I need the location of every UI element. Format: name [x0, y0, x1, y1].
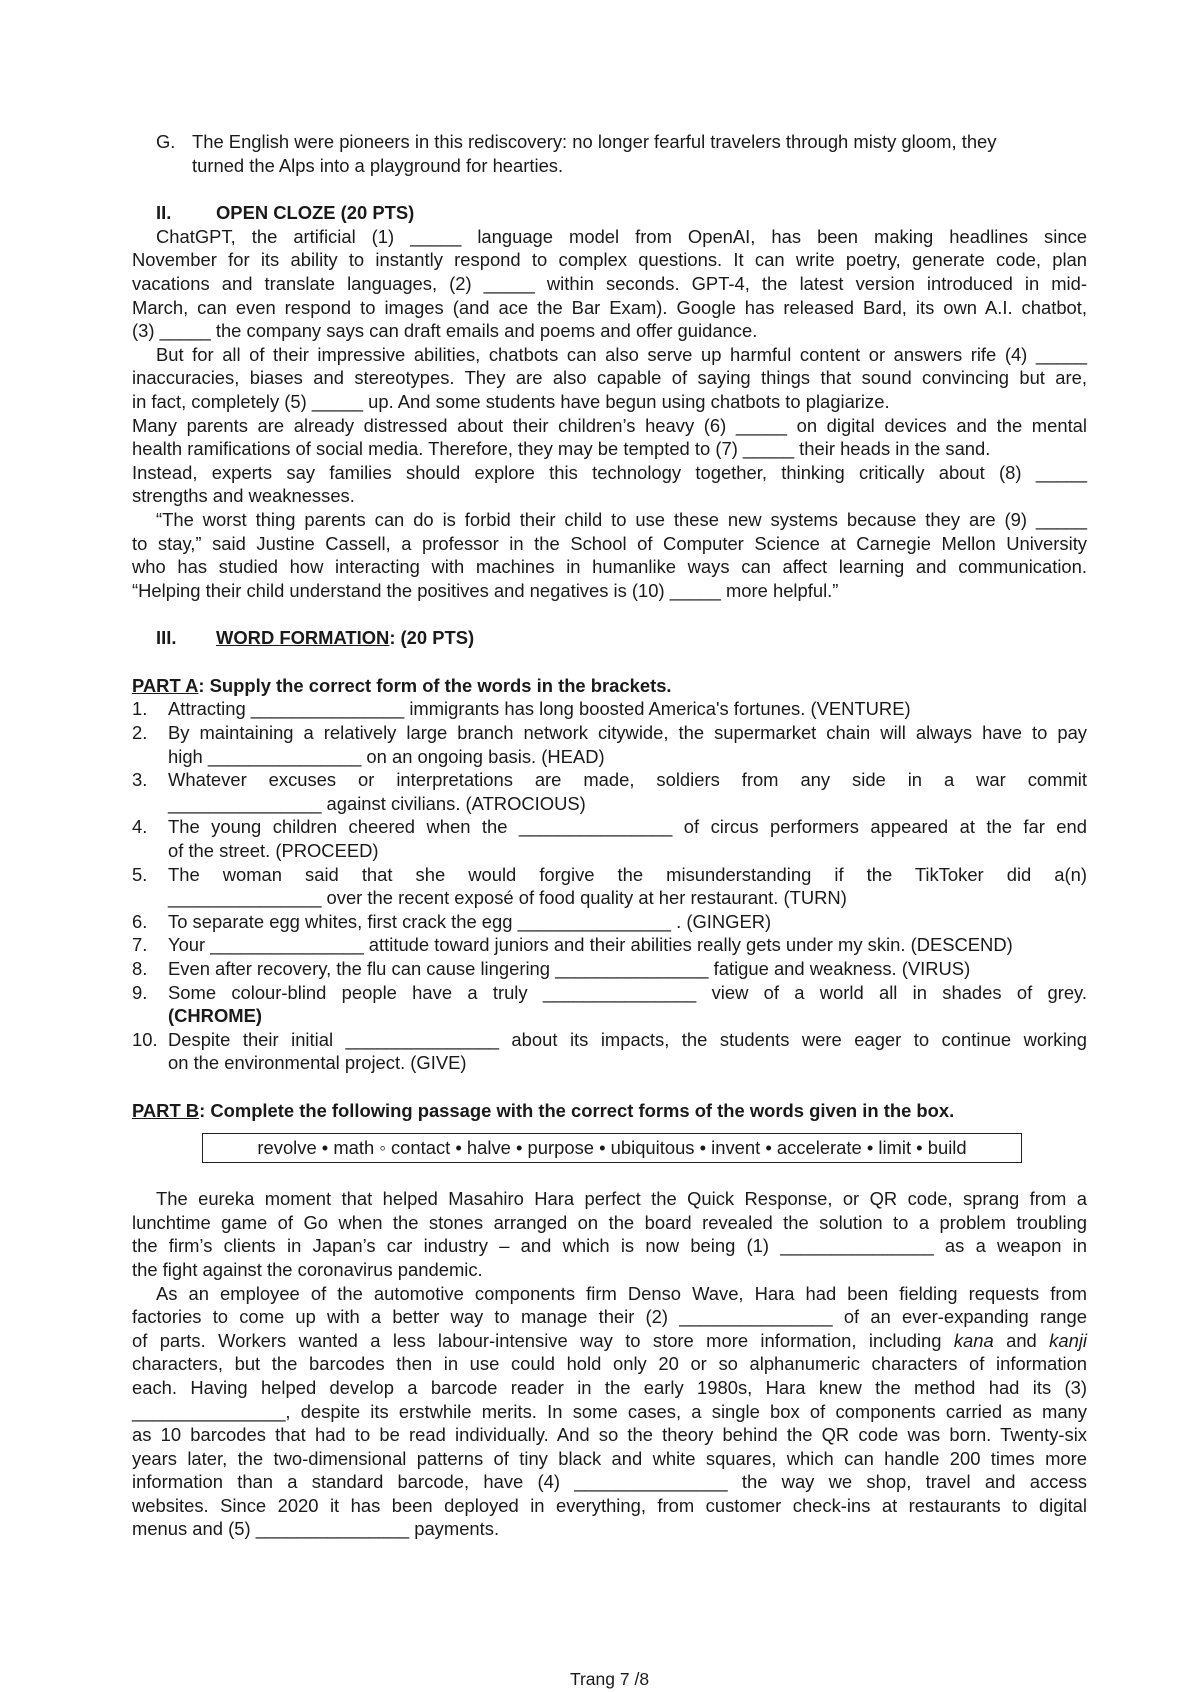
- passage-line: The eureka moment that helped Masahiro Hara perfect the Quick Response, or QR code, sprang from a: [156, 1188, 1087, 1210]
- passage-line: ChatGPT, the artificial (1) _____ language model from OpenAI, has been making headlines since: [156, 225, 1087, 247]
- passage-italic: kana: [953, 1329, 994, 1351]
- item-number: 6.: [132, 910, 148, 932]
- item-text: The young children cheered when the _______________ of circus performers appeared at the far end: [168, 816, 1087, 838]
- passage-line: “The worst thing parents can do is forbid their child to use these new systems because they are (9) _____: [156, 508, 1087, 530]
- page-number: Trang 7 /8: [569, 1669, 650, 1689]
- part-a-instruction: : Supply the correct form of the words in the brackets.: [198, 674, 672, 696]
- passage-line: _______________, despite its erstwhile merits. In some cases, a single box of components carried as many: [132, 1400, 1087, 1422]
- list-item: [132, 981, 1087, 1028]
- item-number: 10.: [132, 1028, 158, 1050]
- passage-line: inaccuracies, biases and stereotypes. They are also capable of saying things that sound convincing but are,: [132, 367, 1087, 389]
- passage-text: and: [993, 1329, 1050, 1351]
- list-item: [132, 815, 1087, 862]
- item-text: of the street. (PROCEED): [168, 840, 379, 862]
- item-text: _______________ over the recent exposé of food quality at her restaurant. (TURN): [168, 887, 847, 909]
- passage-line: information than a standard barcode, have (4) _______________ the way we shop, travel and access: [132, 1471, 1087, 1493]
- passage-line: in fact, completely (5) _____ up. And some students have begun using chatbots to plagiarize.: [132, 390, 890, 412]
- part-a-heading: [132, 674, 1087, 698]
- list-item: [132, 768, 1087, 815]
- list-item: [132, 721, 1087, 768]
- section-title: OPEN CLOZE (20 PTS): [216, 202, 415, 224]
- item-text: Despite their initial _______________ about its impacts, the students were eager to continue working: [168, 1028, 1087, 1050]
- passage-line: websites. Since 2020 it has been deployed in everything, from customer check-ins at restaurants to digital: [132, 1494, 1087, 1516]
- section-title-points: : (20 PTS): [389, 627, 475, 649]
- part-b-passage: [132, 1187, 1087, 1541]
- passage-line: the fight against the coronavirus pandemic.: [132, 1258, 483, 1280]
- passage-line: lunchtime game of Go when the stones arranged on the board revealed the solution to a problem troubling: [132, 1211, 1087, 1233]
- item-text: Attracting _______________ immigrants has long boosted America's fortunes. (VENTURE): [168, 698, 911, 720]
- item-text: To separate egg whites, first crack the egg _______________ . (GINGER): [168, 910, 772, 932]
- section-title: WORD FORMATION: [216, 627, 390, 649]
- part-a-label: PART A: [132, 674, 199, 696]
- section-number: II.: [156, 202, 172, 224]
- list-item: [132, 1028, 1087, 1075]
- passage-line: strengths and weaknesses.: [132, 485, 355, 507]
- list-item: [132, 863, 1087, 910]
- open-cloze-passage: [132, 225, 1087, 603]
- list-item: [132, 957, 1087, 981]
- passage-line: March, can even respond to images (and ace the Bar Exam). Google has released Bard, its own A.I. chatbot,: [132, 296, 1087, 318]
- passage-line: “Helping their child understand the positives and negatives is (10) _____ more helpful.”: [132, 579, 839, 601]
- section-g-line: turned the Alps into a playground for hearties.: [192, 154, 564, 176]
- section-heading-word-formation: [132, 626, 1087, 650]
- passage-line: vacations and translate languages, (2) _____ within seconds. GPT-4, the latest version introduced in mid-: [132, 272, 1087, 294]
- item-number: 2.: [132, 722, 148, 744]
- passage-line: [132, 1329, 1087, 1353]
- item-number: 4.: [132, 816, 148, 838]
- passage-line: characters, but the barcodes then in use could hold only 20 or so alphanumeric characters of information: [132, 1353, 1087, 1375]
- passage-line: factories to come up with a better way to manage their (2) _______________ of an ever-expanding range: [132, 1306, 1087, 1328]
- item-text: Whatever excuses or interpretations are made, soldiers from any side in a war commit: [168, 769, 1087, 791]
- word-box: revolve • math ◦ contact • halve • purpose • ubiquitous • invent • accelerate • limit • build: [202, 1133, 1022, 1164]
- passage-line: Many parents are already distressed about their children’s heavy (6) _____ on digital devices and the mental: [132, 414, 1087, 436]
- section-g-letter: G.: [156, 131, 176, 152]
- item-text: on the environmental project. (GIVE): [168, 1052, 467, 1074]
- item-text: By maintaining a relatively large branch network citywide, the supermarket chain will always have to pay: [168, 722, 1087, 744]
- section-number: III.: [156, 627, 177, 649]
- section-g: [132, 130, 1087, 177]
- item-number: 1.: [132, 698, 148, 720]
- passage-line: the firm’s clients in Japan’s car industry – and which is now being (1) _______________ as a weapon in: [132, 1235, 1087, 1257]
- item-number: 9.: [132, 981, 148, 1003]
- item-text: Some colour-blind people have a truly _______________ view of a world all in shades of grey.: [168, 981, 1087, 1003]
- item-text: Your _______________ attitude toward juniors and their abilities really gets under my skin. (DESCEND): [168, 934, 1013, 956]
- passage-line: each. Having helped develop a barcode reader in the early 1980s, Hara knew the method had its (3): [132, 1376, 1087, 1398]
- item-number: 5.: [132, 863, 148, 885]
- passage-line: to stay,” said Justine Cassell, a professor in the School of Computer Science at Carnegie Mellon University: [132, 532, 1087, 554]
- item-text: Even after recovery, the flu can cause lingering _______________ fatigue and weakness. (VIRUS): [168, 958, 971, 979]
- passage-line: Instead, experts say families should explore this technology together, thinking critically about (8) _____: [132, 461, 1087, 483]
- part-b-instruction: : Complete the following passage with the correct forms of the words given in the box.: [199, 1099, 955, 1121]
- passage-line: November for its ability to instantly respond to complex questions. It can write poetry, generate code, plan: [132, 249, 1087, 271]
- list-item: [132, 933, 1087, 957]
- passage-line: health ramifications of social media. Therefore, they may be tempted to (7) _____ their heads in the sand.: [132, 438, 991, 460]
- passage-line: as 10 barcodes that had to be read individually. And so the theory behind the QR code was born. Twenty-six: [132, 1424, 1087, 1446]
- part-b-label: PART B: [132, 1099, 200, 1121]
- passage-line: who has studied how interacting with machines in humanlike ways can affect learning and communication.: [132, 556, 1087, 578]
- passage-line: menus and (5) _______________ payments.: [132, 1518, 500, 1540]
- item-text: (CHROME): [168, 1005, 262, 1027]
- passage-line: But for all of their impressive abilities, chatbots can also serve up harmful content or answers rife (4) _____: [156, 343, 1087, 365]
- list-item: [132, 697, 1087, 721]
- passage-text: of parts. Workers wanted a less labour-intensive way to store more information, including: [132, 1329, 954, 1351]
- item-text: _______________ against civilians. (ATROCIOUS): [168, 792, 586, 814]
- passage-line: (3) _____ the company says can draft emails and poems and offer guidance.: [132, 320, 758, 342]
- item-text: The woman said that she would forgive the misunderstanding if the TikToker did a(n): [168, 863, 1087, 885]
- item-number: 8.: [132, 958, 148, 979]
- part-a-list: [132, 697, 1087, 1075]
- passage-italic: kanji: [1049, 1329, 1087, 1351]
- section-heading-open-cloze: [132, 201, 1087, 225]
- item-text: high _______________ on an ongoing basis. (HEAD): [168, 745, 605, 767]
- page-content: [132, 130, 1087, 1689]
- list-item: [132, 910, 1087, 934]
- item-number: 3.: [132, 769, 148, 791]
- item-number: 7.: [132, 934, 148, 956]
- passage-line: years later, the two-dimensional patterns of tiny black and white squares, which can handle 200 times more: [132, 1447, 1087, 1469]
- passage-line: As an employee of the automotive components firm Denso Wave, Hara had been fielding requests from: [156, 1282, 1087, 1304]
- part-b-heading: [132, 1099, 1087, 1123]
- section-g-line: The English were pioneers in this rediscovery: no longer fearful travelers through misty gloom, they: [192, 131, 997, 152]
